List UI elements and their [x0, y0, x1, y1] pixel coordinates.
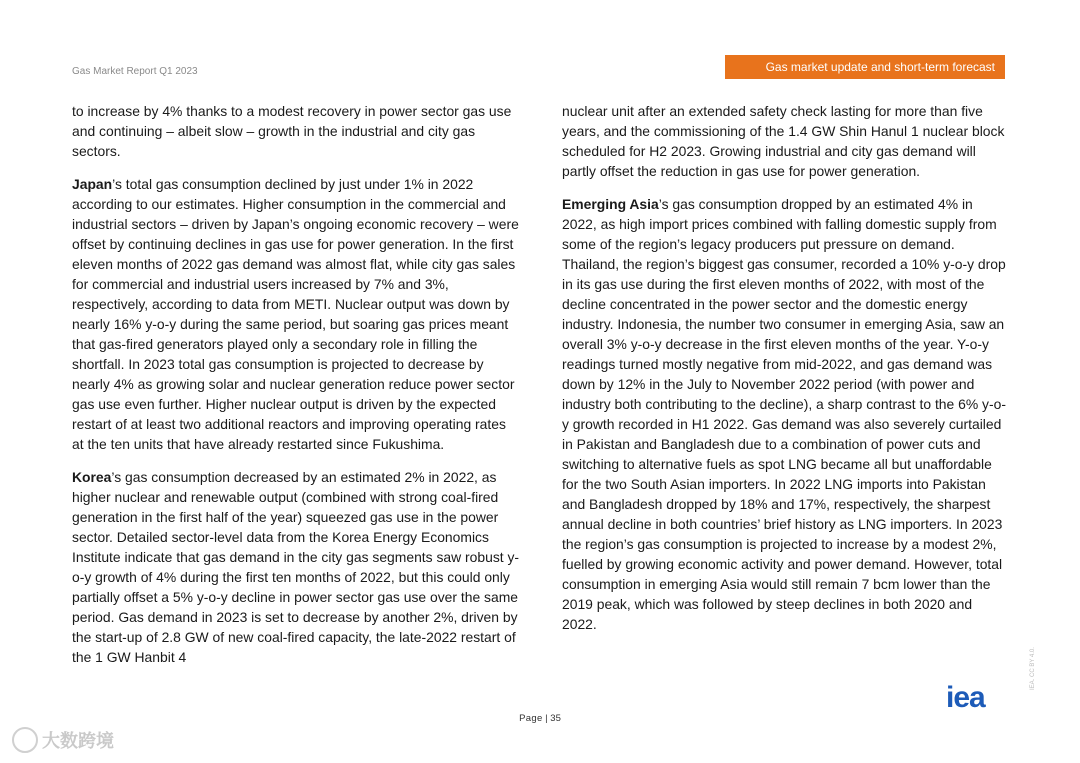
paragraph [72, 101, 520, 161]
paragraph-emerging-asia [562, 194, 1010, 634]
region-heading-emerging-asia: Emerging Asia [562, 196, 659, 212]
paragraph-text: ’s gas consumption decreased by an estimated 2% in 2022, as higher nuclear and renewable output (combined with strong coal-fired generation in the first half of the year) squeezed gas use in the power sector. Detailed sector-level data from the Korea Energy Economics Institute indicate that gas demand in the city gas segments saw robust y-o-y growth of 4% during the first ten months of 2022, but this could only partially offset a 5% y-o-y decline in power sector gas use over the same period. Gas demand in 2023 is set to decrease by another 2%, driven by the start-up of 2.8 GW of new coal-fired capacity, the late-2022 restart of the 1 GW Hanbit 4 [72, 469, 520, 665]
paragraph-text: ’s total gas consumption declined by just under 1% in 2022 according to our estimates. Higher consumption in the commercial and industrial sectors – driven by Japan’s ongoing economic recovery – were offset by continuing declines in gas use for power generation. In the first eleven months of 2022 gas demand was almost flat, while city gas sales for commercial and industrial users increased by 7% and 3%, respectively, according to data from METI. Nuclear output was down by nearly 16% y-o-y during the same period, but soaring gas prices meant that gas-fired generators played only a secondary role in filling the shortfall. In 2023 total gas consumption is projected to decrease by nearly 4% as growing solar and nuclear generation reduce power sector gas use even further. Higher nuclear output is driven by the expected restart of at least two additional reactors and improving operating rates at the ten units that have already restarted since Fukushima. [72, 176, 519, 452]
paragraph [562, 101, 1010, 181]
license-note: IEA. CC BY 4.0. [1030, 647, 1036, 690]
paragraph-text: nuclear unit after an extended safety check lasting for more than five years, and the commissioning of the 1.4 GW Shin Hanul 1 nuclear block scheduled for H2 2023. Growing industrial and city gas demand will partly offset the reduction in gas use for power generation. [562, 103, 1005, 179]
watermark-text: 大数跨境 [42, 731, 114, 751]
paragraph-text: ’s gas consumption dropped by an estimated 4% in 2022, as high import prices combined with falling domestic supply from some of the region’s legacy producers put pressure on demand. Thailand, the region’s biggest gas consumer, recorded a 10% y-o-y drop in its gas use during the first eleven months of 2022, with most of the decline concentrated in the power sector and the domestic energy industry. Indonesia, the number two consumer in emerging Asia, saw an overall 3% y-o-y decrease in the first eleven months of the year. Y-o-y readings turned mostly negative from mid-2022, and gas demand was down by 12% in the July to November 2022 period (with power and industry both contributing to the decline), a sharp contrast to the 6% y-o-y growth recorded in H1 2022. Gas demand was also severely curtailed in Pakistan and Bangladesh due to a combination of power cuts and switching to alternative fuels as spot LNG became all but unaffordable for the two South Asian importers. In 2022 LNG imports into Pakistan and Bangladesh dropped by 18% and 17%, respectively, the sharpest annual decline in both countries’ brief history as LNG importers. In 2023 the region’s gas consumption is projected to increase by a modest 2%, fuelled by growing economic activity and power demand. However, total consumption in emerging Asia would still remain 7 bcm lower than the 2019 peak, which was followed by steep declines in both 2020 and 2022. [562, 196, 1006, 632]
section-title-banner: Gas market update and short-term forecast [725, 55, 1005, 79]
right-text-column [562, 101, 1010, 647]
region-heading-korea: Korea [72, 469, 112, 485]
paragraph-korea [72, 467, 520, 667]
report-title: Gas Market Report Q1 2023 [72, 66, 198, 77]
iea-logo: iea [946, 681, 985, 714]
left-text-column [72, 101, 520, 680]
paragraph-text: to increase by 4% thanks to a modest recovery in power sector gas use and continuing – albeit slow – growth in the industrial and city gas sectors. [72, 103, 512, 159]
page-separator: | [545, 713, 548, 724]
page-number: 35 [550, 713, 561, 724]
paragraph-japan [72, 174, 520, 454]
watermark-icon [12, 727, 38, 753]
watermark [12, 727, 114, 753]
page-label: Page [519, 713, 543, 724]
region-heading-japan: Japan [72, 176, 113, 192]
page-footer [0, 713, 1080, 724]
